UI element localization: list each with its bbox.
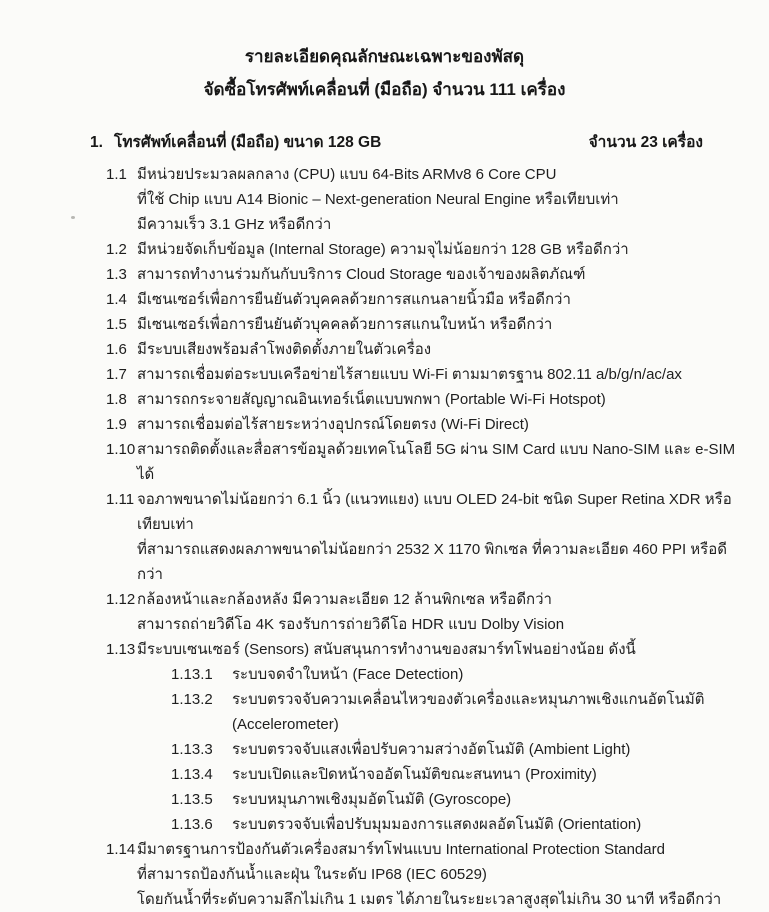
document-title-block — [0, 0, 769, 106]
spec-row — [0, 287, 769, 312]
spec-row — [0, 437, 769, 487]
spec-number: 1.2 — [106, 241, 127, 258]
spec-row-continuation — [0, 537, 769, 587]
subspec-number: 1.13.2 — [171, 691, 213, 708]
spec-row-continuation — [0, 212, 769, 237]
subspec-number: 1.13.5 — [171, 791, 213, 808]
subspec-text: ระบบตรวจจับเพื่อปรับมุมมองการแสดงผลอัตโนมัติ (Orientation) — [232, 816, 642, 833]
spec-text: มีหน่วยจัดเก็บข้อมูล (Internal Storage) ความจุไม่น้อยกว่า 128 GB หรือดีกว่า — [137, 241, 629, 258]
spec-row — [0, 837, 769, 862]
subspec-text: ระบบตรวจจับความเคลื่อนไหวของตัวเครื่องและหมุนภาพเชิงแกนอัตโนมัติ (Accelerometer) — [232, 691, 705, 733]
document-subtitle: จัดซื้อโทรศัพท์เคลื่อนที่ (มือถือ) จำนวน 111 เครื่อง — [203, 80, 566, 99]
spec-row — [0, 387, 769, 412]
spec-row — [0, 362, 769, 387]
spec-row-continuation — [0, 887, 769, 912]
spec-row — [0, 487, 769, 537]
spec-number: 1.7 — [106, 366, 127, 383]
spec-text: โดยกันน้ำที่ระดับความลึกไม่เกิน 1 เมตร ได้ภายในระยะเวลาสูงสุดไม่เกิน 30 นาที หรือดีกว่า — [137, 891, 722, 908]
subspec-row — [0, 787, 769, 812]
spec-number: 1.1 — [106, 166, 127, 183]
subspec-row — [0, 762, 769, 787]
subspec-number: 1.13.4 — [171, 766, 213, 783]
spec-row — [0, 412, 769, 437]
item-title: โทรศัพท์เคลื่อนที่ (มือถือ) ขนาด 128 GB — [114, 134, 382, 151]
spec-number: 1.6 — [106, 341, 127, 358]
spec-number: 1.13 — [106, 641, 136, 658]
spec-row-continuation — [0, 187, 769, 212]
spec-number: 1.5 — [106, 316, 127, 333]
spec-row — [0, 337, 769, 362]
spec-text: สามารถกระจายสัญญาณอินเทอร์เน็ตแบบพกพา (Portable Wi-Fi Hotspot) — [137, 391, 606, 408]
subspec-text: ระบบตรวจจับแสงเพื่อปรับความสว่างอัตโนมัติ (Ambient Light) — [232, 741, 631, 758]
spec-text: มีหน่วยประมวลผลกลาง (CPU) แบบ 64-Bits ARMv8 6 Core CPU — [137, 166, 557, 183]
spec-row — [0, 587, 769, 612]
spec-list — [0, 162, 769, 912]
spec-text: สามารถเชื่อมต่อระบบเครือข่ายไร้สายแบบ Wi-Fi ตามมาตรฐาน 802.11 a/b/g/n/ac/ax — [137, 366, 682, 383]
spec-number: 1.14 — [106, 841, 136, 858]
spec-number: 1.11 — [106, 491, 135, 508]
spec-number: 1.9 — [106, 416, 127, 433]
spec-row — [0, 237, 769, 262]
spec-text: จอภาพขนาดไม่น้อยกว่า 6.1 นิ้ว (แนวทแยง) แบบ OLED 24-bit ชนิด Super Retina XDR หรือเทียบเท่า — [137, 491, 732, 533]
subspec-row — [0, 662, 769, 687]
subspec-number: 1.13.6 — [171, 816, 213, 833]
spec-text: มีความเร็ว 3.1 GHz หรือดีกว่า — [137, 216, 332, 233]
spec-text: สามารถเชื่อมต่อไร้สายระหว่างอุปกรณ์โดยตรง (Wi-Fi Direct) — [137, 416, 529, 433]
spec-row-continuation — [0, 862, 769, 887]
item-heading-row — [0, 129, 769, 154]
spec-row — [0, 262, 769, 287]
scan-artifact-dot — [71, 216, 75, 219]
subspec-text: ระบบหมุนภาพเชิงมุมอัตโนมัติ (Gyroscope) — [232, 791, 512, 808]
spec-text: สามารถติดตั้งและสื่อสารข้อมูลด้วยเทคโนโลยี 5G ผ่าน SIM Card แบบ Nano-SIM และ e-SIM ได้ — [137, 441, 736, 483]
spec-number: 1.3 — [106, 266, 127, 283]
spec-row — [0, 162, 769, 187]
item-quantity: จำนวน 23 เครื่อง — [588, 134, 703, 151]
spec-text: สามารถทำงานร่วมกันกับบริการ Cloud Storage ของเจ้าของผลิตภัณฑ์ — [137, 266, 586, 283]
spec-text: สามารถถ่ายวิดีโอ 4K รองรับการถ่ายวิดีโอ HDR แบบ Dolby Vision — [137, 616, 565, 633]
spec-number: 1.10 — [106, 441, 136, 458]
document-title: รายละเอียดคุณลักษณะเฉพาะของพัสดุ — [244, 47, 525, 66]
subspec-number: 1.13.3 — [171, 741, 213, 758]
spec-number: 1.12 — [106, 591, 136, 608]
spec-text: กล้องหน้าและกล้องหลัง มีความละเอียด 12 ล้านพิกเซล หรือดีกว่า — [137, 591, 552, 608]
subspec-row — [0, 812, 769, 837]
spec-text: มีมาตรฐานการป้องกันตัวเครื่องสมาร์ทโฟนแบบ International Protection Standard — [137, 841, 665, 858]
spec-text: ที่สามารถแสดงผลภาพขนาดไม่น้อยกว่า 2532 X 1170 พิกเซล ที่ความละเอียด 460 PPI หรือดีกว่า — [137, 541, 727, 583]
spec-text: มีระบบเสียงพร้อมลำโพงติดตั้งภายในตัวเครื่อง — [137, 341, 432, 358]
item-number: 1. — [90, 134, 103, 151]
spec-text: มีเซนเซอร์เพื่อการยืนยันตัวบุคคลด้วยการสแกนใบหน้า หรือดีกว่า — [137, 316, 553, 333]
spec-text: ที่ใช้ Chip แบบ A14 Bionic – Next-generation Neural Engine หรือเทียบเท่า — [137, 191, 619, 208]
subspec-row — [0, 687, 769, 737]
spec-row — [0, 312, 769, 337]
spec-text: มีเซนเซอร์เพื่อการยืนยันตัวบุคคลด้วยการสแกนลายนิ้วมือ หรือดีกว่า — [137, 291, 571, 308]
spec-number: 1.4 — [106, 291, 127, 308]
spec-row — [0, 637, 769, 662]
subspec-text: ระบบเปิดและปิดหน้าจออัตโนมัติขณะสนทนา (Proximity) — [232, 766, 597, 783]
spec-number: 1.8 — [106, 391, 127, 408]
subspec-number: 1.13.1 — [171, 666, 213, 683]
spec-text: ที่สามารถป้องกันน้ำและฝุ่น ในระดับ IP68 (IEC 60529) — [137, 866, 487, 883]
spec-row-continuation — [0, 612, 769, 637]
spec-text: มีระบบเซนเซอร์ (Sensors) สนับสนุนการทำงานของสมาร์ทโฟนอย่างน้อย ดังนี้ — [137, 641, 636, 658]
subspec-row — [0, 737, 769, 762]
subspec-text: ระบบจดจำใบหน้า (Face Detection) — [232, 666, 464, 683]
